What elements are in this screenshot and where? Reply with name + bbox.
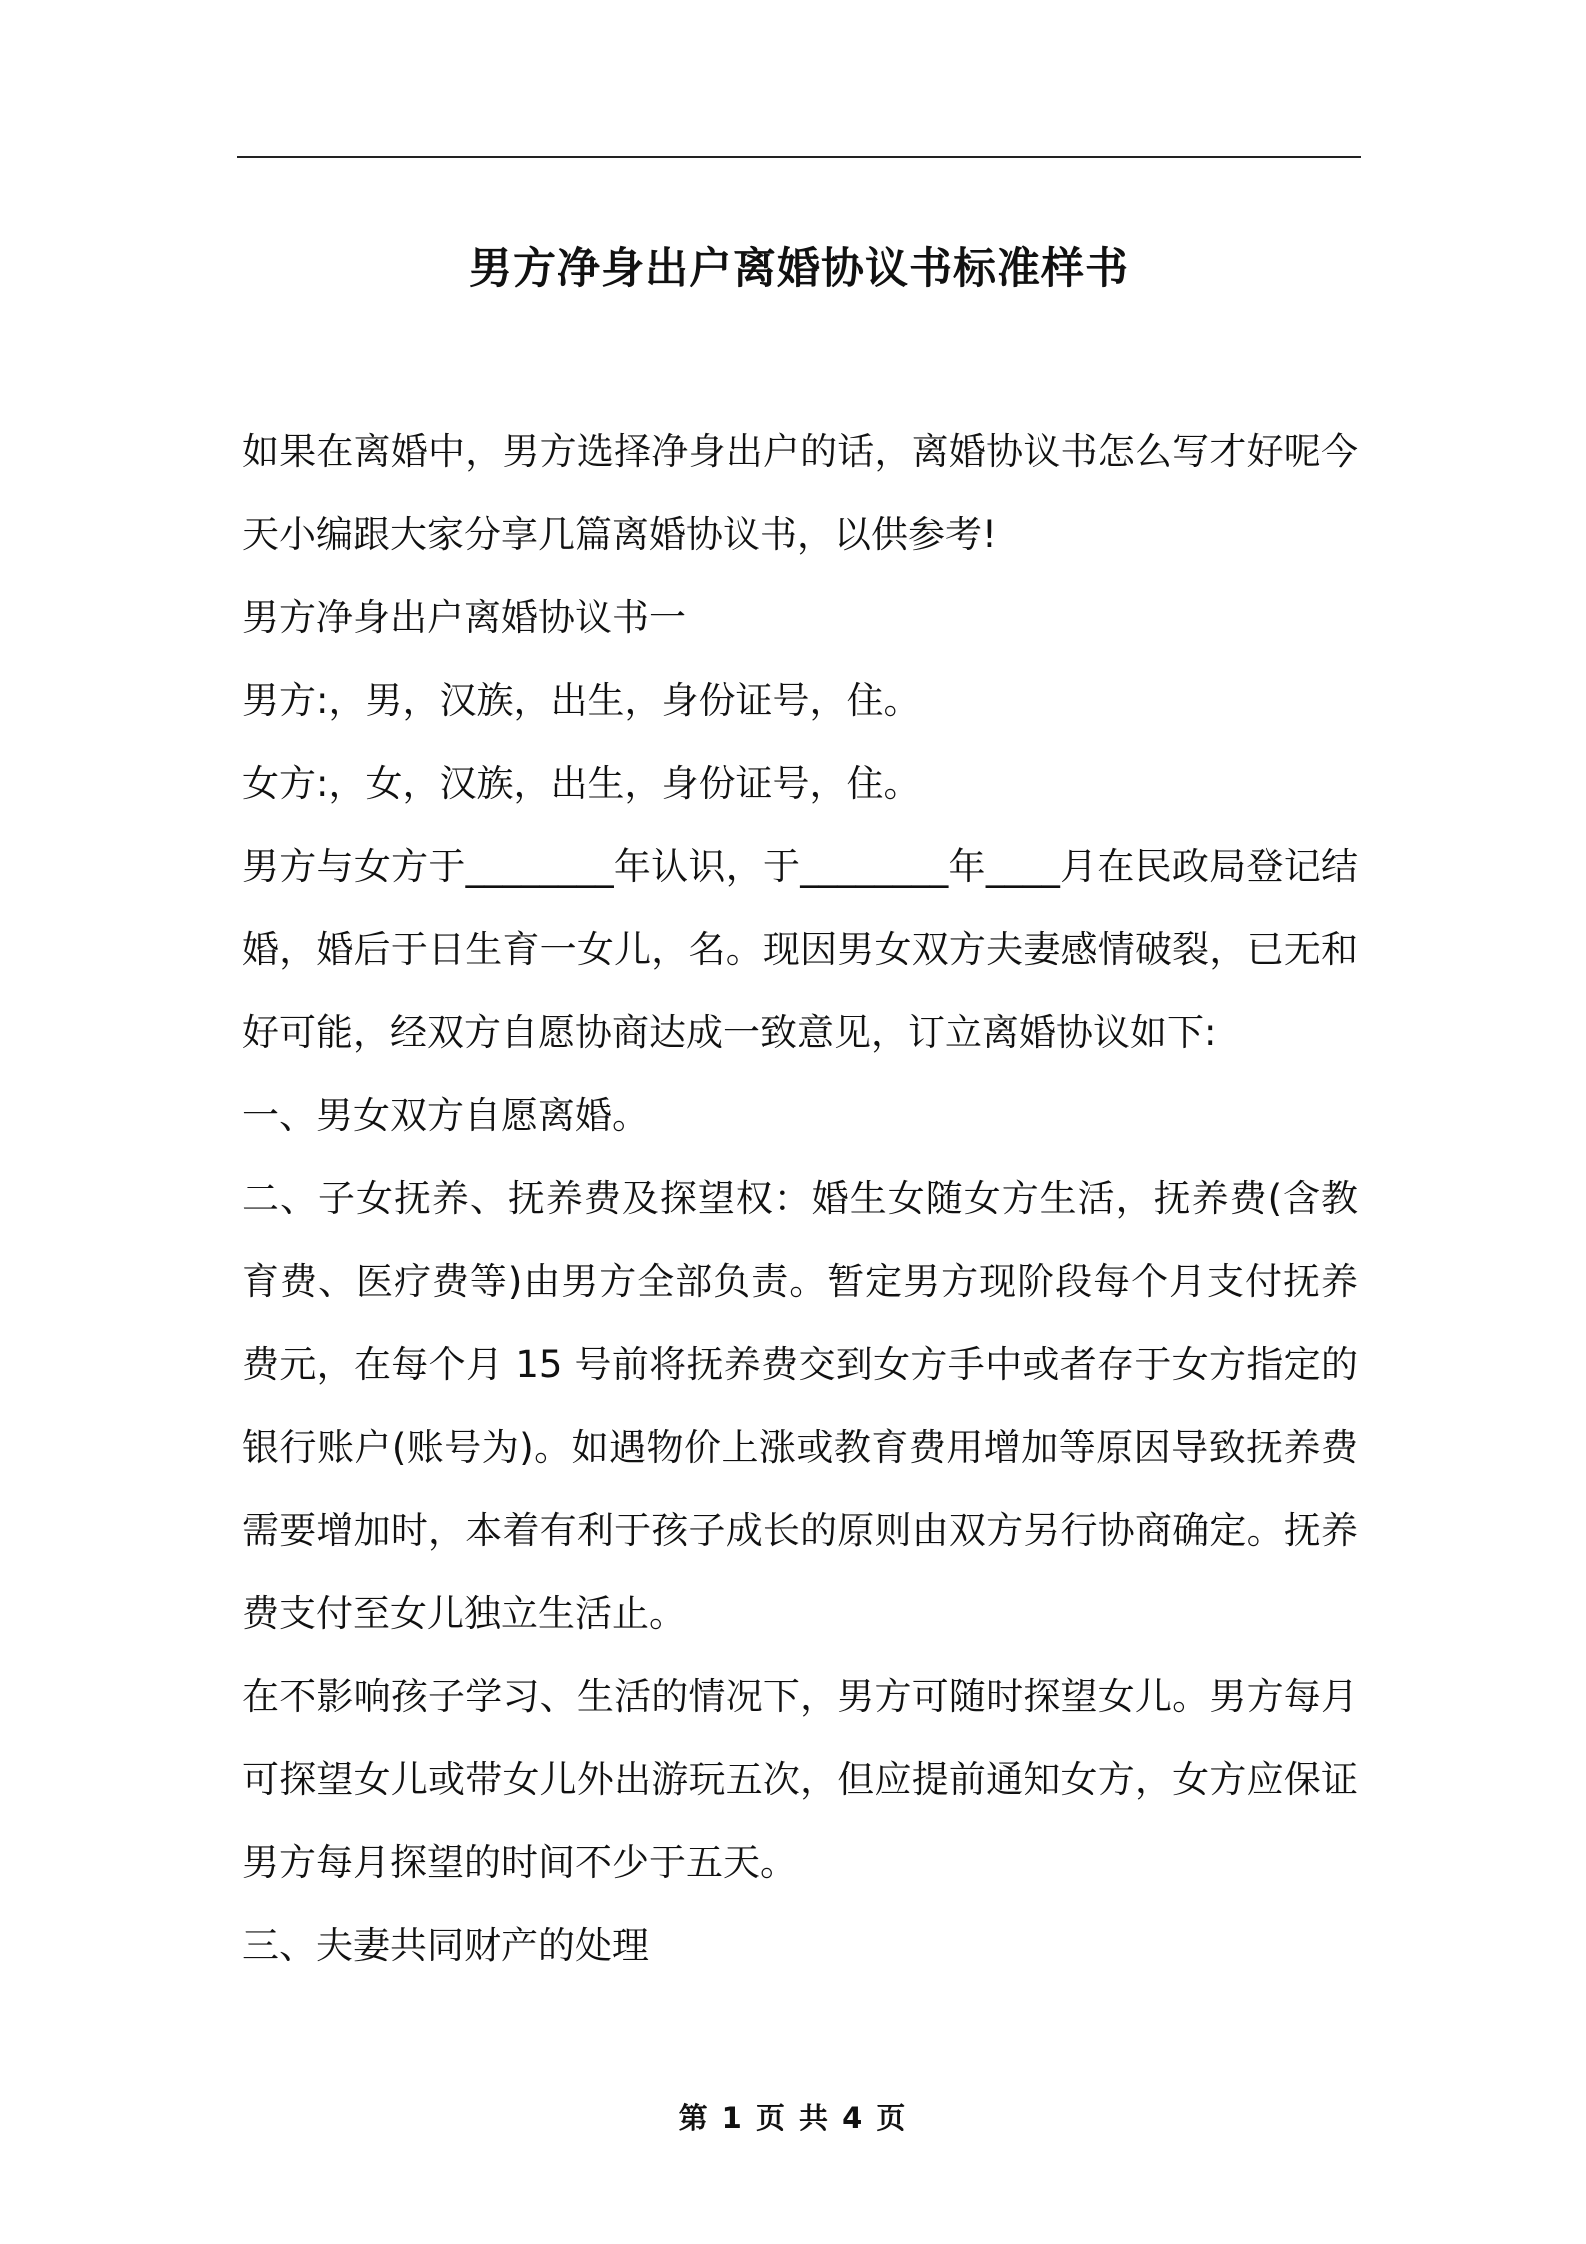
intro-paragraph: 如果在离婚中，男方选择净身出户的话，离婚协议书怎么写才好呢今天小编跟大家分享几篇离婚协议书，以供参考! xyxy=(242,430,1358,556)
document-body xyxy=(242,410,1358,1987)
wife-info: 女方:，女，汉族，出生，身份证号，住。 xyxy=(242,762,921,805)
document-title: 男方净身出户离婚协议书标准样书 xyxy=(469,243,1129,294)
visitation-paragraph: 在不影响孩子学习、生活的情况下，男方可随时探望女儿。男方每月可探望女儿或带女儿外出游玩五次，但应提前通知女方，女方应保证男方每月探望的时间不少于五天。 xyxy=(242,1675,1358,1884)
page-number-footer: 第 1 页 共 4 页 xyxy=(678,2101,908,2135)
header-rule xyxy=(237,156,1361,158)
clause-1: 一、男女双方自愿离婚。 xyxy=(242,1094,649,1137)
section-heading: 男方净身出户离婚协议书一 xyxy=(242,596,686,639)
clause-2: 二、子女抚养、抚养费及探望权：婚生女随女方生活，抚养费(含教育费、医疗费等)由男方全部负责。暂定男方现阶段每个月支付抚养费元，在每个月 15 号前将抚养费交到女方手中或者存于女方指定的银行账户(账号为)。如遇物价上涨或教育费用增加等原因导致抚养费需要增加时，本着有利于孩子成长的原则由双方另行协商确定。抚养费支付至女儿独立生活止。 xyxy=(242,1177,1358,1635)
clause-3: 三、夫妻共同财产的处理 xyxy=(242,1924,649,1967)
marriage-background-paragraph: 男方与女方于________年认识，于________年____月在民政局登记结婚，婚后于日生育一女儿，名。现因男女双方夫妻感情破裂，已无和好可能，经双方自愿协商达成一致意见，订立离婚协议如下: xyxy=(242,845,1358,1054)
husband-info: 男方:，男，汉族，出生，身份证号，住。 xyxy=(242,679,921,722)
